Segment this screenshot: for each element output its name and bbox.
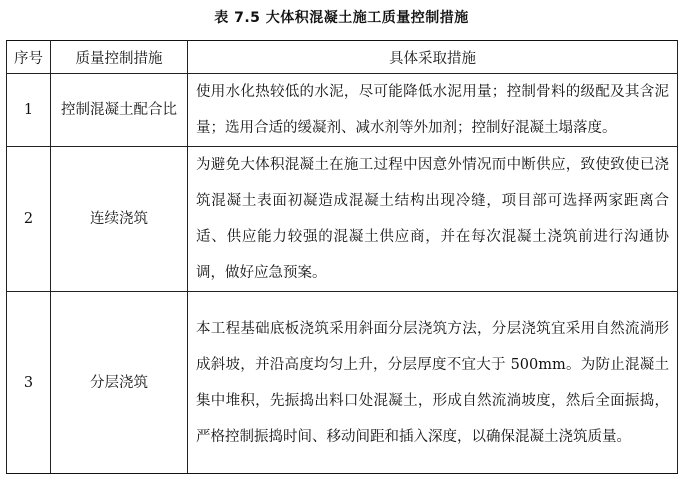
measure-text: 连续浇筑: [90, 211, 148, 227]
table-caption: 表 7.5 大体积混凝土施工质量控制措施: [214, 10, 469, 26]
row-serial-number: 2: [7, 147, 51, 292]
table-row: [7, 74, 678, 147]
row-specific-measures: [188, 147, 678, 292]
detail-text: 本工程基础底板浇筑采用斜面分层浇筑方法，分层浇筑宜采用自然流淌形成斜坡，并沿高度均匀上升，分层厚度不宜大于 500mm。为防止混凝土集中堆积，先振捣出料口处混凝土，形成自然流淌坡度，然后全面振捣，严格控制振捣时间、移动间距和插入深度，以确保混凝土浇筑质量。: [196, 320, 669, 445]
measure-text: 分层浇筑: [90, 374, 148, 391]
quality-control-table: [6, 40, 678, 474]
row-quality-measure: [51, 292, 188, 474]
detail-text: 使用水化热较低的水泥，尽可能降低水泥用量；控制骨料的级配及其含泥量；选用合适的缓凝剂、减水剂等外加剂；控制好混凝土塌落度。: [196, 84, 669, 136]
header-quality-measure: 质量控制措施: [51, 41, 188, 74]
row-specific-measures: [188, 74, 678, 147]
header-specific-measures: 具体采取措施: [188, 41, 678, 74]
row-serial-number: 1: [7, 74, 51, 147]
row-quality-measure: [51, 74, 188, 147]
row-specific-measures: [188, 292, 678, 474]
detail-text: 为避免大体积混凝土在施工过程中因意外情况而中断供应，致使致使已浇筑混凝土表面初凝造成混凝土结构出现冷缝，项目部可选择两家距离合适、供应能力较强的混凝土供应商，并在每次混凝土浇筑前进行沟通协调，做好应急预案。: [196, 157, 669, 281]
row-serial-number: 3: [7, 292, 51, 474]
table-row: [7, 147, 678, 292]
measure-text: 控制混凝土配合比: [61, 102, 177, 118]
header-serial-number: 序号: [7, 41, 51, 74]
table-row: [7, 292, 678, 474]
table-header-row: [7, 41, 678, 74]
row-quality-measure: [51, 147, 188, 292]
